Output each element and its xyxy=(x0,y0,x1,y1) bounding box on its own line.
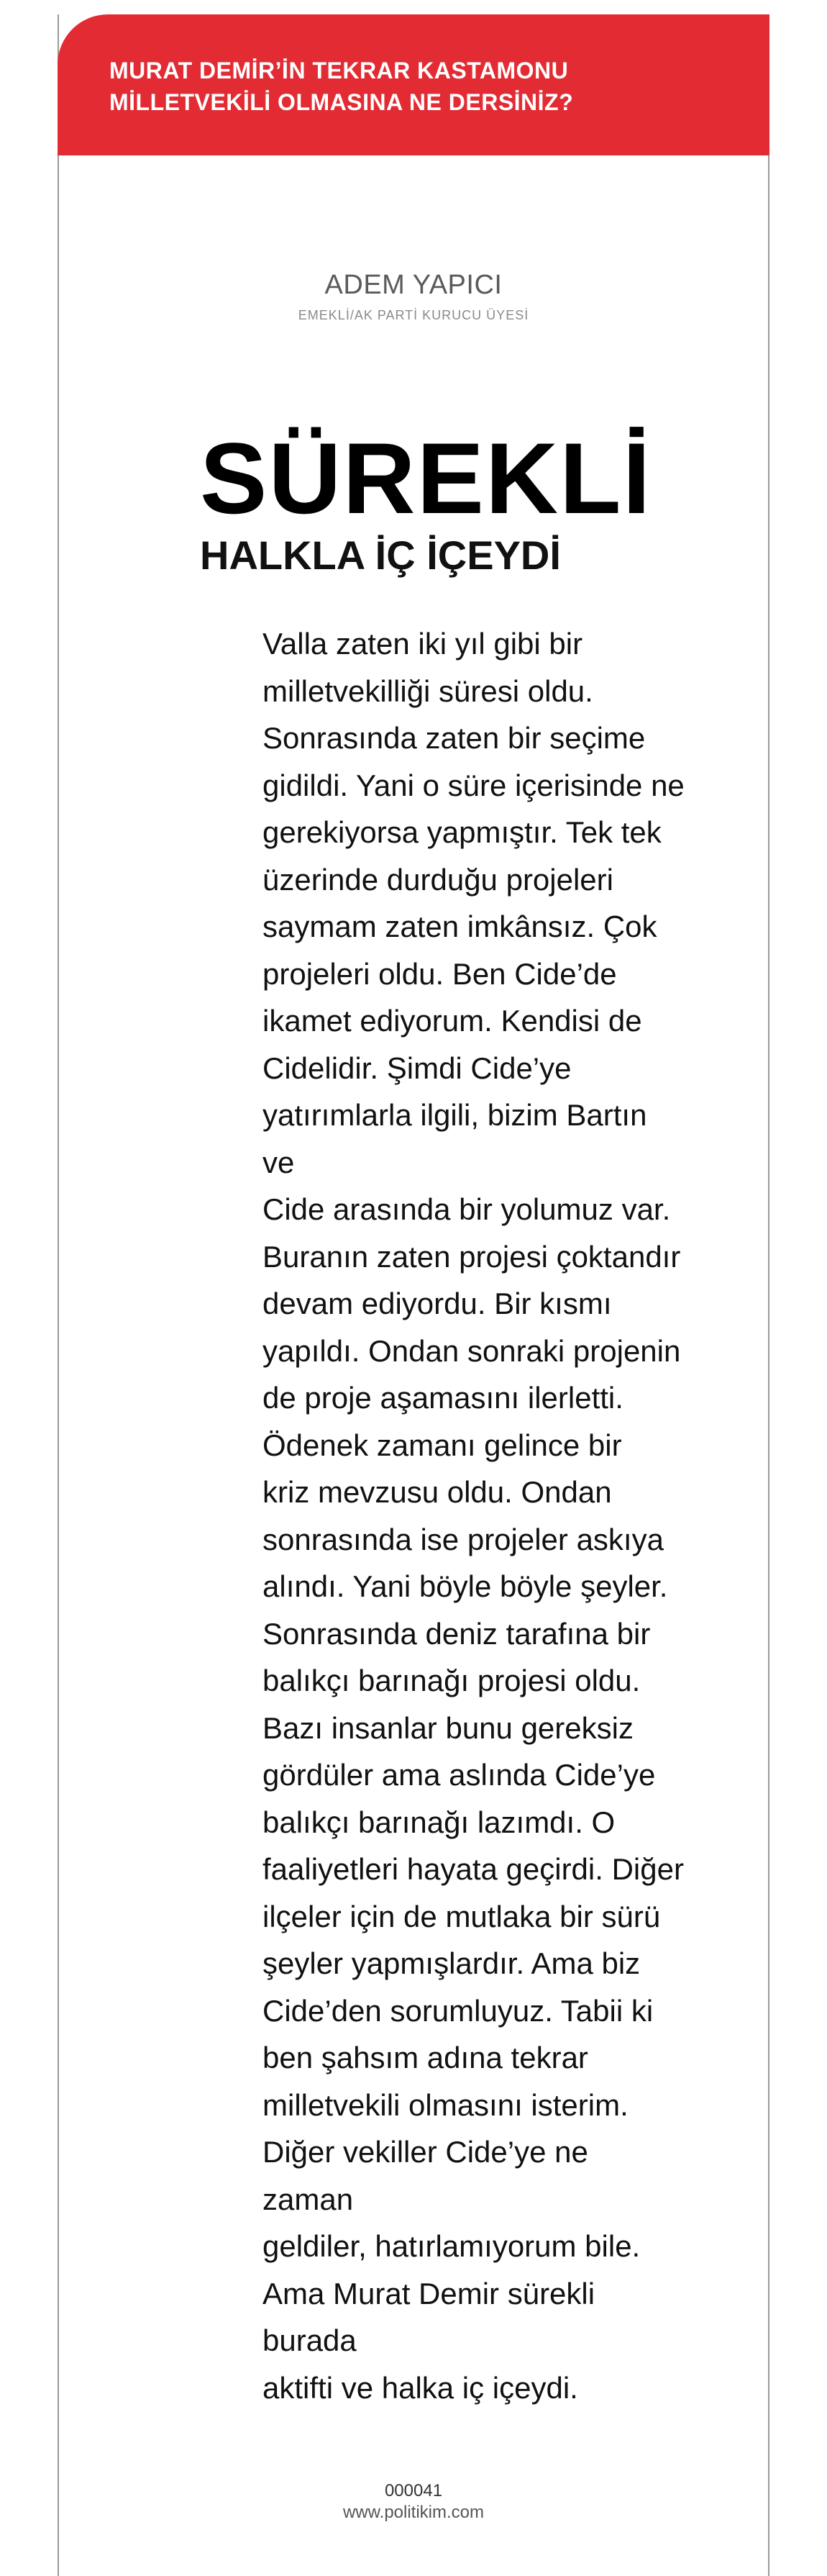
article-body: Valla zaten iki yıl gibi bir milletvekilliği süresi oldu. Sonrasında zaten bir seçime gidildi. Yani o süre içerisinde ne gerekiyorsa yapmıştır. Tek tek üzerinde durduğu projeleri saymam zaten imkânsız. Çok projeleri oldu. Ben Cide’de ikamet ediyorum. Kendisi de Cidelidir. Şimdi Cide’ye yatırımlarla ilgili, bizim Bartın ve Cide arasında bir yolumuz var. Buranın zaten projesi çoktandır devam ediyordu. Bir kısmı yapıldı. Ondan sonraki projenin de proje aşamasını ilerletti. Ödenek zamanı gelince bir kriz mevzusu oldu. Ondan sonrasında ise projeler askıya alındı. Yani böyle böyle şeyler. Sonrasında deniz tarafına bir balıkçı barınağı projesi oldu. Bazı insanlar bunu gereksiz gördüler ama aslında Cide’ye balıkçı barınağı lazımdı. O faaliyetleri hayata geçirdi. Diğer ilçeler için de mutlaka bir sürü şeyler yapmışlardır. Ama biz Cide’den sorumluyuz. Tabii ki ben şahsım adına tekrar milletvekili olmasını isterim. Diğer vekiller Cide’ye ne zaman geldiler, hatırlamıyorum bile. Ama Murat Demir sürekli burada aktifti ve halka iç içeydi. xyxy=(262,627,685,2405)
author-name: ADEM YAPICI xyxy=(324,270,503,300)
subheadline: HALKLA İÇ İÇEYDİ xyxy=(200,532,561,578)
author-title: EMEKLİ/AK PARTİ KURUCU ÜYESİ xyxy=(298,308,529,322)
page-code: 000041 xyxy=(384,2481,443,2500)
website-url: www.politikim.com xyxy=(342,2503,485,2522)
headline: SÜREKLİ xyxy=(200,422,652,535)
question-banner xyxy=(58,14,769,155)
survey-question: MURAT DEMİR’İN TEKRAR KASTAMONU MİLLETVEKİLİ OLMASINA NE DERSİNİZ? xyxy=(109,58,574,115)
